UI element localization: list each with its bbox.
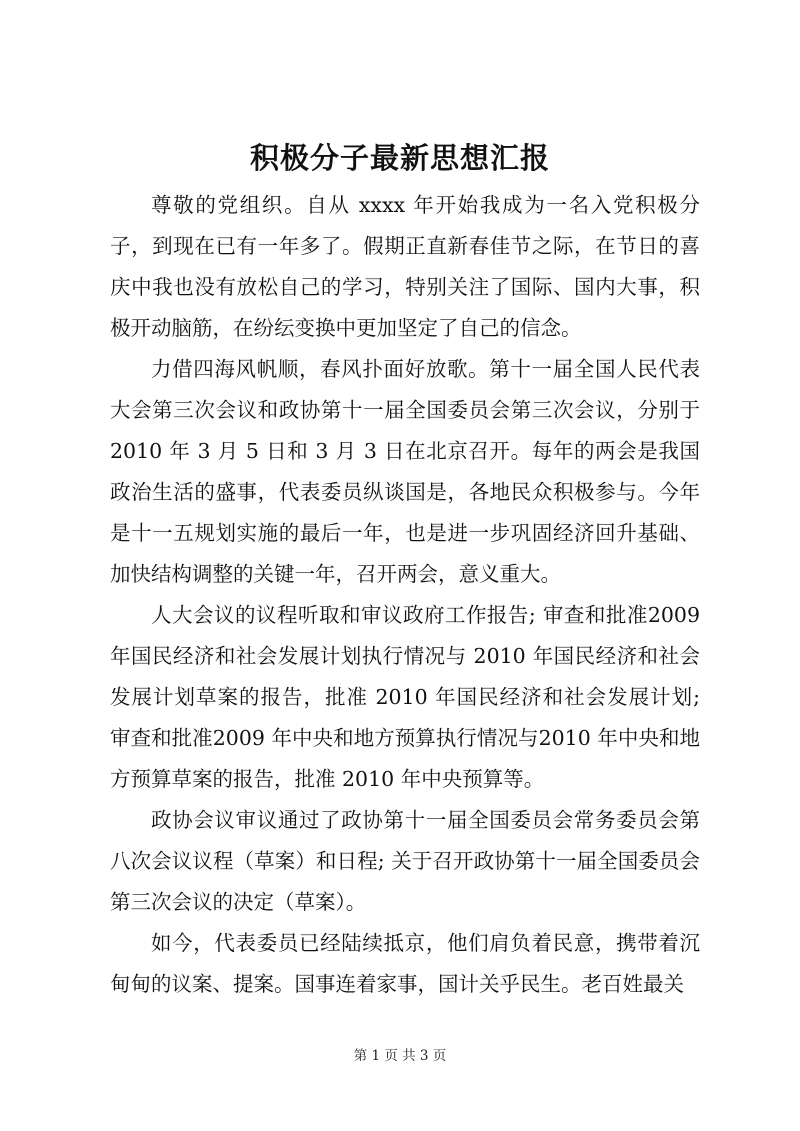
paragraph-4: 政协会议审议通过了政协第十一届全国委员会常务委员会第八次会议议程（草案）和日程; 关于召开政协第十一届全国委员会第三次会议的决定（草案）。 <box>110 808 700 914</box>
document-title: 积极分子最新思想汇报 <box>249 141 550 175</box>
page-footer: 第 1 页 共 3 页 <box>353 1048 447 1064</box>
paragraph-3: 人大会议的议程听取和审议政府工作报告; 审查和批准2009 年国民经济和社会发展计划执行情况与 2010 年国民经济和社会发展计划草案的报告，批准 2010 年国民经济和社会发展计划; 审查和批准2009 年中央和地方预算执行情况与2010 年中央和地方预算草案的报告，批准 2010 年中央预算等。 <box>110 603 700 791</box>
paragraph-1: 尊敬的党组织。自从 xxxx 年开始我成为一名入党积极分子，到现在已有一年多了。假期正直新春佳节之际，在节日的喜庆中我也没有放松自己的学习，特别关注了国际、国内大事，积极开动脑筋，在纷纭变换中更加坚定了自己的信念。 <box>110 193 700 340</box>
paragraph-5: 如今，代表委员已经陆续抵京，他们肩负着民意，携带着沉甸甸的议案、提案。国事连着家事，国计关乎民生。老百姓最关 <box>110 931 700 996</box>
document-body <box>110 185 700 1005</box>
paragraph-2: 力借四海风帆顺，春风扑面好放歌。第十一届全国人民代表大会第三次会议和政协第十一届全国委员会第三次会议，分别于 2010 年 3 月 5 日和 3 月 3 日在北京召开。每年的两会是我国政治生活的盛事，代表委员纵谈国是，各地民众积极参与。今年是十一五规划实施的最后一年，也是进一步巩固经济回升基础、加快结构调整的关键一年，召开两会，意义重大。 <box>110 357 700 586</box>
